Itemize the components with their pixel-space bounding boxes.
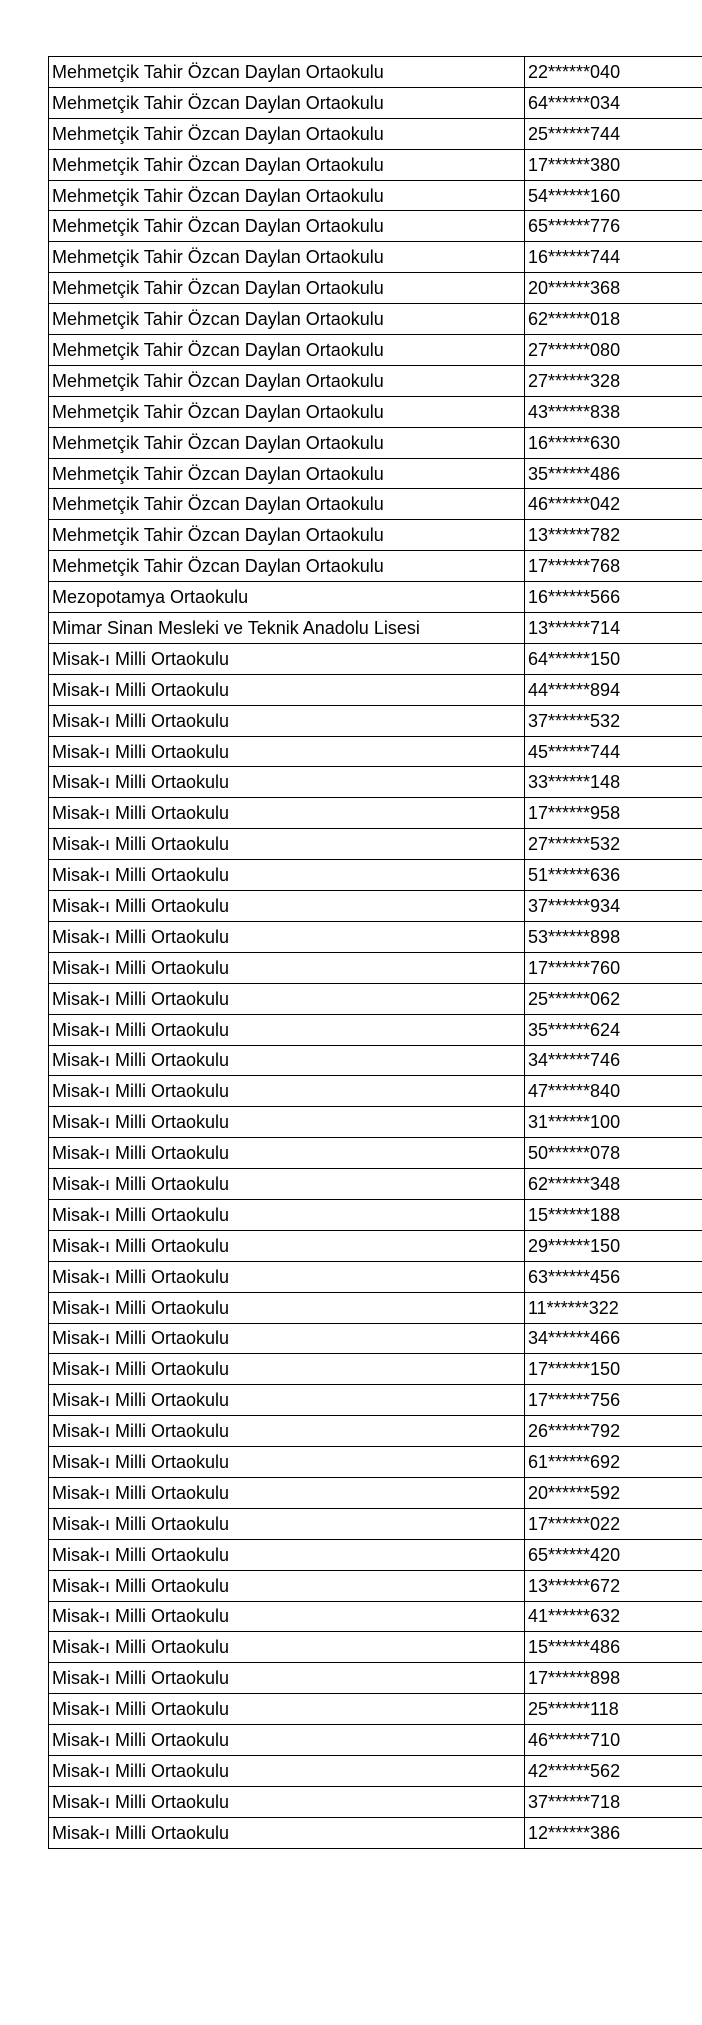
masked-id-cell[interactable]: 12******386 [525, 1817, 702, 1848]
table-row[interactable] [49, 952, 702, 983]
table-row[interactable] [49, 829, 702, 860]
masked-id-cell[interactable]: 25******744 [525, 118, 702, 149]
school-name-cell[interactable]: Mezopotamya Ortaokulu [49, 582, 525, 613]
table-row[interactable] [49, 520, 702, 551]
masked-id-cell[interactable]: 43******838 [525, 396, 702, 427]
table-row[interactable] [49, 1014, 702, 1045]
school-name-cell[interactable]: Mehmetçik Tahir Özcan Daylan Ortaokulu [49, 335, 525, 366]
masked-id-cell[interactable]: 47******840 [525, 1076, 702, 1107]
school-name-cell[interactable]: Misak-ı Milli Ortaokulu [49, 1694, 525, 1725]
school-name-cell[interactable]: Misak-ı Milli Ortaokulu [49, 1107, 525, 1138]
school-name-cell[interactable]: Misak-ı Milli Ortaokulu [49, 860, 525, 891]
masked-id-cell[interactable]: 42******562 [525, 1755, 702, 1786]
table-row[interactable] [49, 1447, 702, 1478]
masked-id-cell[interactable]: 61******692 [525, 1447, 702, 1478]
school-name-cell[interactable]: Misak-ı Milli Ortaokulu [49, 921, 525, 952]
school-name-cell[interactable]: Mehmetçik Tahir Özcan Daylan Ortaokulu [49, 211, 525, 242]
school-name-cell[interactable]: Misak-ı Milli Ortaokulu [49, 1045, 525, 1076]
masked-id-cell[interactable]: 17******958 [525, 798, 702, 829]
table-row[interactable] [49, 582, 702, 613]
school-name-cell[interactable]: Misak-ı Milli Ortaokulu [49, 674, 525, 705]
school-name-cell[interactable]: Misak-ı Milli Ortaokulu [49, 1169, 525, 1200]
school-name-cell[interactable]: Misak-ı Milli Ortaokulu [49, 983, 525, 1014]
masked-id-cell[interactable]: 25******118 [525, 1694, 702, 1725]
school-name-cell[interactable]: Misak-ı Milli Ortaokulu [49, 1539, 525, 1570]
masked-id-cell[interactable]: 37******718 [525, 1786, 702, 1817]
school-name-cell[interactable]: Misak-ı Milli Ortaokulu [49, 643, 525, 674]
school-name-cell[interactable]: Misak-ı Milli Ortaokulu [49, 1230, 525, 1261]
masked-id-cell[interactable]: 34******466 [525, 1323, 702, 1354]
masked-id-cell[interactable]: 17******898 [525, 1663, 702, 1694]
table-row[interactable] [49, 57, 702, 88]
masked-id-cell[interactable]: 11******322 [525, 1292, 702, 1323]
masked-id-cell[interactable]: 33******148 [525, 767, 702, 798]
table-row[interactable] [49, 860, 702, 891]
school-name-cell[interactable]: Misak-ı Milli Ortaokulu [49, 705, 525, 736]
masked-id-cell[interactable]: 45******744 [525, 736, 702, 767]
spreadsheet-page [48, 56, 702, 1849]
masked-id-cell[interactable]: 46******710 [525, 1725, 702, 1756]
school-name-cell[interactable]: Misak-ı Milli Ortaokulu [49, 1014, 525, 1045]
table-row[interactable] [49, 118, 702, 149]
masked-id-cell[interactable]: 27******532 [525, 829, 702, 860]
masked-id-cell[interactable]: 13******672 [525, 1570, 702, 1601]
masked-id-cell[interactable]: 16******630 [525, 427, 702, 458]
school-name-cell[interactable]: Mehmetçik Tahir Özcan Daylan Ortaokulu [49, 458, 525, 489]
masked-id-cell[interactable]: 64******034 [525, 87, 702, 118]
masked-id-cell[interactable]: 37******532 [525, 705, 702, 736]
masked-id-cell[interactable]: 17******150 [525, 1354, 702, 1385]
masked-id-cell[interactable]: 35******624 [525, 1014, 702, 1045]
masked-id-cell[interactable]: 65******420 [525, 1539, 702, 1570]
table-row[interactable] [49, 1261, 702, 1292]
school-name-cell[interactable]: Misak-ı Milli Ortaokulu [49, 891, 525, 922]
school-name-cell[interactable]: Misak-ı Milli Ortaokulu [49, 1292, 525, 1323]
school-name-cell[interactable]: Misak-ı Milli Ortaokulu [49, 1385, 525, 1416]
school-name-cell[interactable]: Misak-ı Milli Ortaokulu [49, 1632, 525, 1663]
table-row[interactable] [49, 365, 702, 396]
table-row[interactable] [49, 427, 702, 458]
masked-id-cell[interactable]: 53******898 [525, 921, 702, 952]
school-name-cell[interactable]: Mehmetçik Tahir Özcan Daylan Ortaokulu [49, 180, 525, 211]
table-row[interactable] [49, 87, 702, 118]
table-row[interactable] [49, 1354, 702, 1385]
masked-id-cell[interactable]: 15******486 [525, 1632, 702, 1663]
masked-id-cell[interactable]: 50******078 [525, 1138, 702, 1169]
masked-id-cell[interactable]: 15******188 [525, 1199, 702, 1230]
table-row[interactable] [49, 921, 702, 952]
masked-id-cell[interactable]: 13******782 [525, 520, 702, 551]
school-name-cell[interactable]: Misak-ı Milli Ortaokulu [49, 1817, 525, 1848]
masked-id-cell[interactable]: 26******792 [525, 1416, 702, 1447]
school-name-cell[interactable]: Mehmetçik Tahir Özcan Daylan Ortaokulu [49, 149, 525, 180]
masked-id-cell[interactable]: 34******746 [525, 1045, 702, 1076]
masked-id-cell[interactable]: 25******062 [525, 983, 702, 1014]
masked-id-cell[interactable]: 51******636 [525, 860, 702, 891]
masked-id-cell[interactable]: 62******018 [525, 304, 702, 335]
table-row[interactable] [49, 1694, 702, 1725]
table-row[interactable] [49, 891, 702, 922]
school-name-cell[interactable]: Misak-ı Milli Ortaokulu [49, 1076, 525, 1107]
table-row[interactable] [49, 798, 702, 829]
school-name-cell[interactable]: Misak-ı Milli Ortaokulu [49, 1447, 525, 1478]
masked-id-cell[interactable]: 54******160 [525, 180, 702, 211]
masked-id-cell[interactable]: 17******380 [525, 149, 702, 180]
school-name-cell[interactable]: Misak-ı Milli Ortaokulu [49, 1755, 525, 1786]
masked-id-cell[interactable]: 31******100 [525, 1107, 702, 1138]
table-row[interactable] [49, 613, 702, 644]
school-name-cell[interactable]: Mehmetçik Tahir Özcan Daylan Ortaokulu [49, 273, 525, 304]
school-name-cell[interactable]: Mehmetçik Tahir Özcan Daylan Ortaokulu [49, 304, 525, 335]
table-body [49, 57, 702, 1849]
table-row[interactable] [49, 273, 702, 304]
table-row[interactable] [49, 1323, 702, 1354]
school-name-cell[interactable]: Mehmetçik Tahir Özcan Daylan Ortaokulu [49, 551, 525, 582]
school-name-cell[interactable]: Misak-ı Milli Ortaokulu [49, 1323, 525, 1354]
table-row[interactable] [49, 767, 702, 798]
table-row[interactable] [49, 180, 702, 211]
school-name-cell[interactable]: Misak-ı Milli Ortaokulu [49, 1725, 525, 1756]
school-name-cell[interactable]: Misak-ı Milli Ortaokulu [49, 952, 525, 983]
masked-id-cell[interactable]: 17******022 [525, 1508, 702, 1539]
table-row[interactable] [49, 1663, 702, 1694]
table-row[interactable] [49, 1169, 702, 1200]
masked-id-cell[interactable]: 16******744 [525, 242, 702, 273]
table-row[interactable] [49, 1632, 702, 1663]
masked-id-cell[interactable]: 35******486 [525, 458, 702, 489]
table-row[interactable] [49, 458, 702, 489]
table-row[interactable] [49, 149, 702, 180]
masked-id-cell[interactable]: 16******566 [525, 582, 702, 613]
table-row[interactable] [49, 489, 702, 520]
school-name-cell[interactable]: Misak-ı Milli Ortaokulu [49, 1138, 525, 1169]
school-name-cell[interactable]: Misak-ı Milli Ortaokulu [49, 1261, 525, 1292]
school-name-cell[interactable]: Misak-ı Milli Ortaokulu [49, 736, 525, 767]
table-row[interactable] [49, 335, 702, 366]
table-row[interactable] [49, 1755, 702, 1786]
table-row[interactable] [49, 1230, 702, 1261]
school-name-cell[interactable]: Misak-ı Milli Ortaokulu [49, 1601, 525, 1632]
school-name-cell[interactable]: Mehmetçik Tahir Özcan Daylan Ortaokulu [49, 520, 525, 551]
table-row[interactable] [49, 211, 702, 242]
masked-id-cell[interactable]: 64******150 [525, 643, 702, 674]
table-row[interactable] [49, 1477, 702, 1508]
masked-id-cell[interactable]: 13******714 [525, 613, 702, 644]
school-name-cell[interactable]: Mimar Sinan Mesleki ve Teknik Anadolu Lisesi [49, 613, 525, 644]
table-row[interactable] [49, 551, 702, 582]
table-row[interactable] [49, 1292, 702, 1323]
table-row[interactable] [49, 1601, 702, 1632]
table-row[interactable] [49, 983, 702, 1014]
school-name-cell[interactable]: Mehmetçik Tahir Özcan Daylan Ortaokulu [49, 396, 525, 427]
masked-id-cell[interactable]: 20******368 [525, 273, 702, 304]
table-row[interactable] [49, 1817, 702, 1848]
school-name-cell[interactable]: Misak-ı Milli Ortaokulu [49, 829, 525, 860]
table-row[interactable] [49, 1570, 702, 1601]
school-name-cell[interactable]: Misak-ı Milli Ortaokulu [49, 1508, 525, 1539]
table-row[interactable] [49, 1725, 702, 1756]
table-row[interactable] [49, 1107, 702, 1138]
school-name-cell[interactable]: Mehmetçik Tahir Özcan Daylan Ortaokulu [49, 242, 525, 273]
school-name-cell[interactable]: Misak-ı Milli Ortaokulu [49, 1663, 525, 1694]
table-row[interactable] [49, 1786, 702, 1817]
table-row[interactable] [49, 1199, 702, 1230]
masked-id-cell[interactable]: 41******632 [525, 1601, 702, 1632]
table-row[interactable] [49, 304, 702, 335]
table-row[interactable] [49, 1508, 702, 1539]
masked-id-cell[interactable]: 17******768 [525, 551, 702, 582]
table-row[interactable] [49, 242, 702, 273]
masked-id-cell[interactable]: 22******040 [525, 57, 702, 88]
masked-id-cell[interactable]: 20******592 [525, 1477, 702, 1508]
school-name-cell[interactable]: Mehmetçik Tahir Özcan Daylan Ortaokulu [49, 489, 525, 520]
masked-id-cell[interactable]: 46******042 [525, 489, 702, 520]
table-row[interactable] [49, 705, 702, 736]
table-row[interactable] [49, 643, 702, 674]
school-name-cell[interactable]: Mehmetçik Tahir Özcan Daylan Ortaokulu [49, 427, 525, 458]
data-table [48, 56, 702, 1849]
table-row[interactable] [49, 1416, 702, 1447]
table-row[interactable] [49, 1138, 702, 1169]
school-name-cell[interactable]: Misak-ı Milli Ortaokulu [49, 798, 525, 829]
table-row[interactable] [49, 1539, 702, 1570]
masked-id-cell[interactable]: 17******760 [525, 952, 702, 983]
school-name-cell[interactable]: Misak-ı Milli Ortaokulu [49, 1416, 525, 1447]
masked-id-cell[interactable]: 27******080 [525, 335, 702, 366]
table-row[interactable] [49, 1045, 702, 1076]
school-name-cell[interactable]: Misak-ı Milli Ortaokulu [49, 1354, 525, 1385]
school-name-cell[interactable]: Mehmetçik Tahir Özcan Daylan Ortaokulu [49, 57, 525, 88]
school-name-cell[interactable]: Misak-ı Milli Ortaokulu [49, 1477, 525, 1508]
school-name-cell[interactable]: Misak-ı Milli Ortaokulu [49, 767, 525, 798]
masked-id-cell[interactable]: 63******456 [525, 1261, 702, 1292]
table-row[interactable] [49, 396, 702, 427]
school-name-cell[interactable]: Misak-ı Milli Ortaokulu [49, 1786, 525, 1817]
school-name-cell[interactable]: Mehmetçik Tahir Özcan Daylan Ortaokulu [49, 365, 525, 396]
masked-id-cell[interactable]: 37******934 [525, 891, 702, 922]
table-row[interactable] [49, 1385, 702, 1416]
masked-id-cell[interactable]: 29******150 [525, 1230, 702, 1261]
table-row[interactable] [49, 674, 702, 705]
masked-id-cell[interactable]: 65******776 [525, 211, 702, 242]
masked-id-cell[interactable]: 17******756 [525, 1385, 702, 1416]
school-name-cell[interactable]: Mehmetçik Tahir Özcan Daylan Ortaokulu [49, 118, 525, 149]
masked-id-cell[interactable]: 27******328 [525, 365, 702, 396]
school-name-cell[interactable]: Misak-ı Milli Ortaokulu [49, 1570, 525, 1601]
table-row[interactable] [49, 736, 702, 767]
masked-id-cell[interactable]: 44******894 [525, 674, 702, 705]
table-row[interactable] [49, 1076, 702, 1107]
school-name-cell[interactable]: Misak-ı Milli Ortaokulu [49, 1199, 525, 1230]
school-name-cell[interactable]: Mehmetçik Tahir Özcan Daylan Ortaokulu [49, 87, 525, 118]
masked-id-cell[interactable]: 62******348 [525, 1169, 702, 1200]
